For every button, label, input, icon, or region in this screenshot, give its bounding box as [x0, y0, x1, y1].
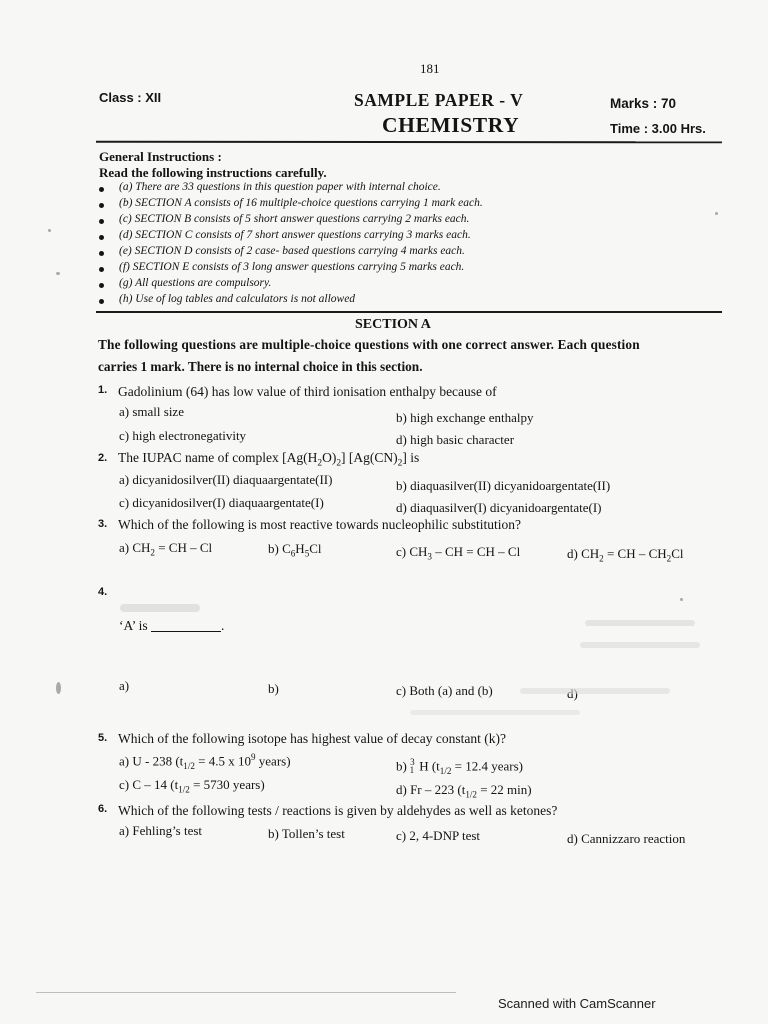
- section-a-intro-line1: The following questions are multiple-choice questions with one correct answer. Each question: [98, 337, 640, 352]
- question-number: 1.: [98, 384, 108, 396]
- bullet-dot: [99, 283, 104, 288]
- question-text-prefix: ‘A’ is: [119, 618, 148, 633]
- scan-edge-line: [36, 992, 456, 993]
- option-b: b) $^3_1$ H ($t_{1/2} = 12.4$ years): [396, 757, 523, 776]
- option-b: b) $C_6H_5Cl$: [268, 541, 322, 559]
- instruction-item: (e) SECTION D consists of 2 case- based questions carrying 4 marks each.: [119, 245, 465, 257]
- bullet-dot: [99, 219, 104, 224]
- scan-speck: [56, 682, 61, 694]
- question-text: Which of the following is most reactive towards nucleophilic substitution?: [118, 517, 522, 532]
- option-c: c) 2, 4-DNP test: [396, 828, 481, 843]
- instructions-subheading: Read the following instructions carefully.: [99, 165, 327, 180]
- option-a: a): [119, 678, 130, 693]
- complex-formula: $[Ag(H_2O)_2]$ $[Ag(CN)_2]$: [282, 450, 407, 469]
- option-b: b): [268, 681, 279, 696]
- bullet-dot: [99, 267, 104, 272]
- option-d: d) Cannizzaro reaction: [567, 831, 686, 846]
- option-c: c) high electronegativity: [119, 428, 247, 443]
- option-a: a) U - 238 ($t_{1/2} = 4.5$ x $10^9$ years): [119, 752, 291, 771]
- page-number: 181: [420, 61, 440, 76]
- question-text-prefix: The IUPAC name of complex: [118, 450, 279, 465]
- header-rule: [96, 141, 722, 144]
- section-a-title: SECTION A: [355, 317, 431, 332]
- question-text: ‘A’ is .: [119, 618, 225, 633]
- option-a: a) Fehling’s test: [119, 823, 203, 838]
- scan-speck: [56, 272, 60, 275]
- question-number: 2.: [98, 452, 108, 464]
- option-c: c) C – 14 ($t_{1/2} = 5730$ years): [119, 777, 265, 795]
- bleed-through-smudge: [580, 642, 700, 648]
- bullet-dot: [99, 187, 104, 192]
- option-d: d) diaquasilver(I) dicyanidoargentate(I): [396, 500, 602, 515]
- bullet-dot: [99, 235, 104, 240]
- time-label: Time : 3.00 Hrs.: [610, 121, 706, 136]
- section-a-intro-line2: carries 1 mark. There is no internal choice in this section.: [98, 359, 423, 374]
- question-text-suffix: is: [410, 450, 420, 465]
- instruction-item: (a) There are 33 questions in this question paper with internal choice.: [119, 181, 441, 193]
- instruction-item: (b) SECTION A consists of 16 multiple-choice questions carrying 1 mark each.: [119, 197, 483, 209]
- bullet-dot: [99, 251, 104, 256]
- marks-label: Marks : 70: [610, 96, 677, 111]
- option-c: c) dicyanidosilver(I) diaquaargentate(I): [119, 495, 324, 510]
- instruction-item: (f) SECTION E consists of 3 long answer questions carrying 5 marks each.: [119, 261, 465, 273]
- bleed-through-smudge: [120, 604, 200, 612]
- paper-title: SAMPLE PAPER - V: [354, 90, 524, 110]
- question-number: 6.: [98, 803, 108, 815]
- option-d: d) $CH_2$ = CH – $CH_2Cl$: [567, 546, 684, 564]
- question-number: 3.: [98, 518, 108, 530]
- question-text: [118, 450, 419, 469]
- option-d: d) Fr – 223 ($t_{1/2} = 22$ min): [396, 782, 532, 800]
- option-a: a) $CH_2$ = CH – Cl: [119, 540, 213, 558]
- question-text: Gadolinium (64) has low value of third ionisation enthalpy because of: [118, 384, 497, 399]
- option-b: b) high exchange enthalpy: [396, 410, 534, 425]
- question-number: 5.: [98, 732, 108, 744]
- question-text: Which of the following isotope has highest value of decay constant (k)?: [118, 731, 507, 746]
- option-d: d) high basic character: [396, 432, 515, 447]
- instructions-heading: General Instructions :: [99, 149, 222, 164]
- option-c: c) $CH_3$ – CH = CH – Cl: [396, 544, 521, 562]
- instructions-rule: [96, 311, 722, 313]
- scan-speck: [48, 229, 51, 232]
- option-a: a) small size: [119, 404, 184, 419]
- scanner-watermark: Scanned with CamScanner: [498, 996, 656, 1011]
- question-number: 4.: [98, 586, 108, 598]
- scan-speck: [680, 598, 683, 601]
- instruction-item: (d) SECTION C consists of 7 short answer questions carrying 3 marks each.: [119, 229, 471, 241]
- bleed-through-smudge: [585, 620, 695, 626]
- bullet-dot: [99, 203, 104, 208]
- option-c: c) Both (a) and (b): [396, 683, 493, 698]
- bullet-dot: [99, 299, 104, 304]
- bleed-through-smudge: [520, 688, 670, 694]
- instruction-item: (g) All questions are compulsory.: [119, 277, 272, 289]
- scan-speck: [715, 212, 718, 215]
- instruction-item: (h) Use of log tables and calculators is not allowed: [119, 293, 356, 305]
- option-b: b) diaquasilver(II) dicyanidoargentate(II): [396, 478, 611, 493]
- answer-blank: [151, 631, 221, 632]
- option-b: b) Tollen’s test: [268, 826, 345, 841]
- option-a: a) dicyanidosilver(II) diaquaargentate(II): [119, 472, 333, 487]
- bleed-through-smudge: [410, 710, 580, 715]
- question-text: Which of the following tests / reactions is given by aldehydes as well as ketones?: [118, 803, 558, 818]
- subject-title: CHEMISTRY: [382, 113, 520, 137]
- class-label: Class : XII: [99, 90, 162, 105]
- instruction-item: (c) SECTION B consists of 5 short answer questions carrying 2 marks each.: [119, 213, 470, 225]
